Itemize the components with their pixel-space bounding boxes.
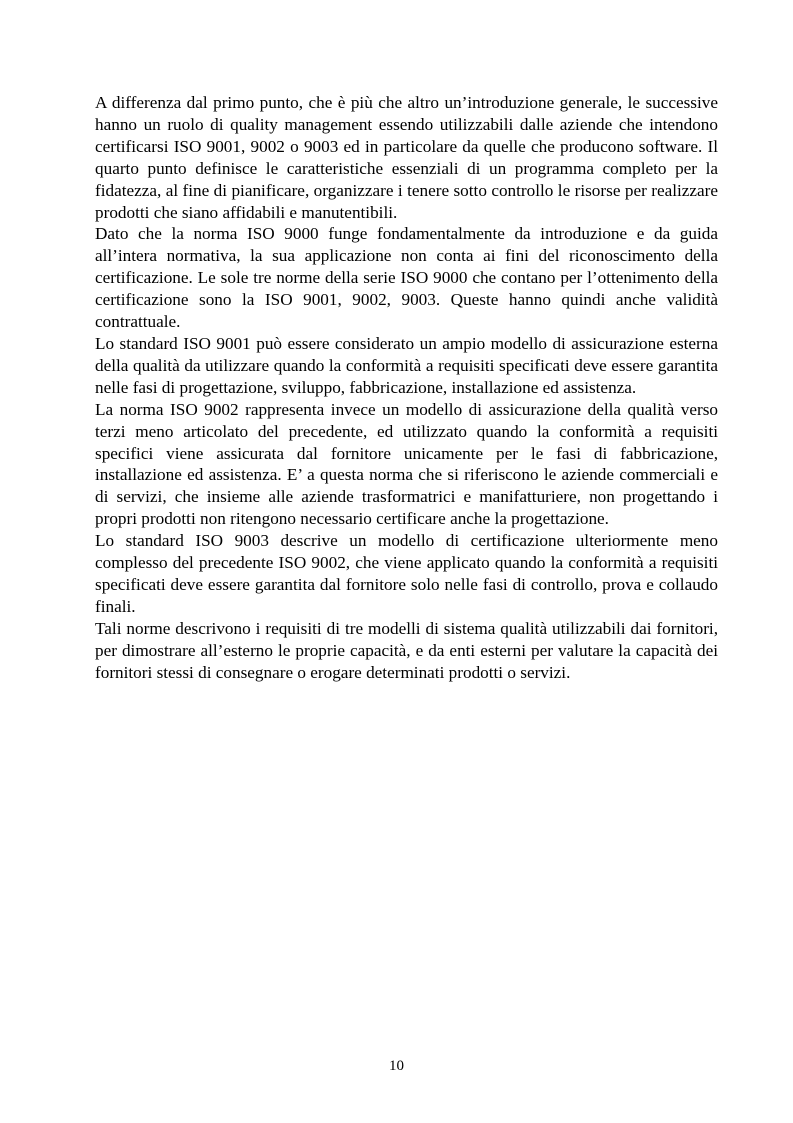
paragraph-3: Lo standard ISO 9001 può essere considerato un ampio modello di assicurazione esterna della qualità da utilizzare quando la conformità a requisiti specificati deve essere garantita nelle fasi di progettazione, sviluppo, fabbricazione, installazione ed assistenza.: [95, 333, 718, 397]
paragraph-2: Dato che la norma ISO 9000 funge fondamentalmente da introduzione e da guida all’intera normativa, la sua applicazione non conta ai fini del riconoscimento della certificazione. Le sole tre norme della serie ISO 9000 che contano per l’ottenimento della certificazione sono la ISO 9001, 9002, 9003. Queste hanno quindi anche validità contrattuale.: [95, 224, 718, 332]
paragraph-4: La norma ISO 9002 rappresenta invece un modello di assicurazione della qualità verso terzi meno articolato del precedente, ed utilizzato quando la conformità a requisiti specifici viene assicurata dal fornitore unicamente per le fasi di fabbricazione, installazione ed assistenza. E’ a questa norma che si riferiscono le aziende commerciali e di servizi, che insieme alle aziende trasformatrici e manifatturiere, non progettando i propri prodotti non ritengono necessario certificare anche la progettazione.: [95, 399, 718, 529]
paragraph-5: Lo standard ISO 9003 descrive un modello di certificazione ulteriormente meno complesso del precedente ISO 9002, che viene applicato quando la conformità a requisiti specificati deve essere garantita dal fornitore solo nelle fasi di controllo, prova e collaudo finali.: [95, 531, 718, 616]
paragraph-6: Tali norme descrivono i requisiti di tre modelli di sistema qualità utilizzabili dai fornitori, per dimostrare all’esterno le proprie capacità, e da enti esterni per valutare la capacità dei fornitori stessi di consegnare o erogare determinati prodotti o servizi.: [95, 618, 718, 682]
page-number: 10: [389, 1058, 404, 1074]
body-text: [95, 92, 718, 683]
paragraph-1: A differenza dal primo punto, che è più che altro un’introduzione generale, le successive hanno un ruolo di quality management essendo utilizzabili dalle aziende che intendono certificarsi ISO 9001, 9002 o 9003 ed in particolare da quelle che producono software. Il quarto punto definisce le caratteristiche essenziali di un programma completo per la fidatezza, al fine di pianificare, organizzare i tenere sotto controllo le risorse per realizzare prodotti che siano affidabili e manutentibili.: [95, 93, 718, 222]
